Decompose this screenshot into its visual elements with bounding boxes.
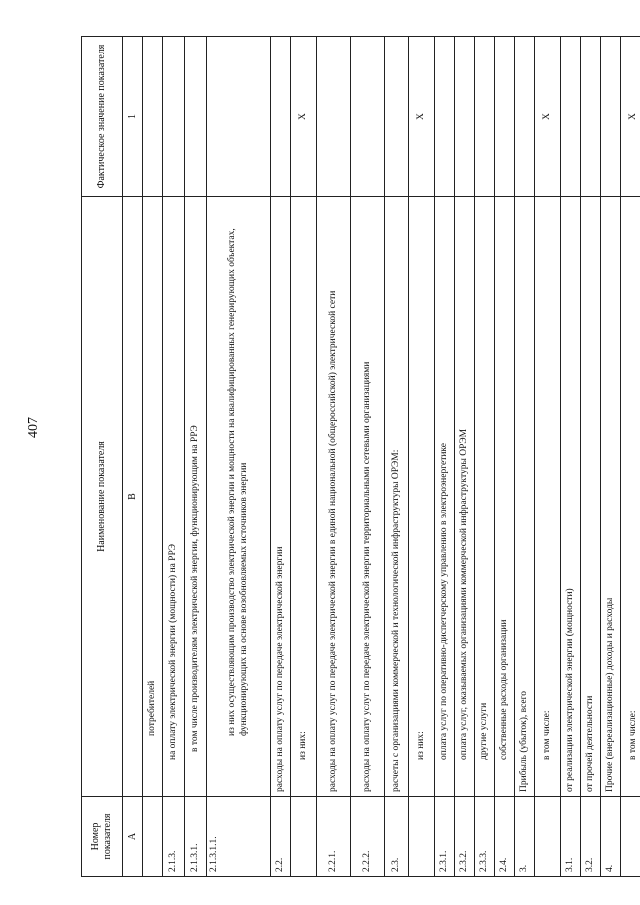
row-number [621,797,640,877]
row-number: 2.4. [495,797,515,877]
row-number: 4. [601,797,621,877]
row-value [581,37,601,197]
row-value [475,37,495,197]
header-number: Номер показателя [82,797,123,877]
row-value [207,37,271,197]
row-number: 3. [515,797,535,877]
row-value [435,37,455,197]
row-value: X [621,37,640,197]
row-name: Прочие (внереализационные) доходы и расходы [601,197,621,797]
row-number: 2.3.1. [435,797,455,877]
row-number: 2.2. [271,797,291,877]
row-number: 2.1.3.1.1. [207,797,271,877]
row-name: другие услуги [475,197,495,797]
row-name: в том числе производителям электрической энергии, функционирующим на РРЭ [185,197,207,797]
table-row [207,37,271,877]
table-row [185,37,207,877]
row-value [455,37,475,197]
row-value: X [409,37,435,197]
row-number: 2.3.2. [455,797,475,877]
table-row [515,37,535,877]
header-value: Фактическое значение показателя [82,37,123,197]
row-value [385,37,409,197]
row-value [561,37,581,197]
row-value [185,37,207,197]
row-name: из них: [409,197,435,797]
row-value [271,37,291,197]
row-name: расходы на оплату услуг по передаче электрической энергии в единой национальной (общероссийской) электрической сети [317,197,351,797]
row-number [535,797,561,877]
row-number [409,797,435,877]
row-number: 2.3. [385,797,409,877]
row-number [143,797,163,877]
row-number: 2.2.1. [317,797,351,877]
table-row [409,37,435,877]
table-row [475,37,495,877]
table-header-row [82,37,123,877]
row-name: собственные расходы организации [495,197,515,797]
row-number [291,797,317,877]
row-name: потребителей [143,197,163,797]
column-letter-row [123,37,143,877]
row-name: в том числе: [621,197,640,797]
row-name: от реализации электрической энергии (мощности) [561,197,581,797]
row-value [601,37,621,197]
letter-value: 1 [123,37,143,197]
row-value [515,37,535,197]
row-name: от прочей деятельности [581,197,601,797]
table-row [495,37,515,877]
table-row [621,37,640,877]
row-name: расходы на оплату услуг по передаче электрической энергии [271,197,291,797]
row-number: 2.1.3. [163,797,185,877]
table-row [143,37,163,877]
row-name: в том числе: [535,197,561,797]
row-name: из них: [291,197,317,797]
table-row [435,37,455,877]
letter-number: А [123,797,143,877]
table-row [291,37,317,877]
page-number: 407 [26,417,41,438]
row-name: расчеты с организациями коммерческой и технологической инфраструктуры ОРЭМ: [385,197,409,797]
row-value [495,37,515,197]
header-name: Наименование показателя [82,197,123,797]
row-name: на оплату электрической энергии (мощности) на РРЭ [163,197,185,797]
table-row [351,37,385,877]
table-row [581,37,601,877]
rotated-page-content [81,37,638,877]
row-name: из них осуществляющим производство электрической энергии и мощности на квалифицированных генерирующих объектах, функционирующих на основе возобновляемых источников энергии [207,197,271,797]
row-number: 2.1.3.1. [185,797,207,877]
row-number: 2.2.2. [351,797,385,877]
row-value [143,37,163,197]
table-row [561,37,581,877]
table-row [385,37,409,877]
row-value [351,37,385,197]
table-row [601,37,621,877]
row-number: 3.2. [581,797,601,877]
row-name: оплата услуг, оказываемых организациями коммерческой инфраструктуры ОРЭМ [455,197,475,797]
row-value [163,37,185,197]
table-row [317,37,351,877]
indicator-table [81,36,640,877]
table-row [535,37,561,877]
row-value: X [535,37,561,197]
table-row [455,37,475,877]
row-value [317,37,351,197]
letter-name: В [123,197,143,797]
row-number: 2.3.3. [475,797,495,877]
row-name: Прибыль (убыток), всего [515,197,535,797]
row-name: оплата услуг по оперативно-диспетчерскому управлению в электроэнергетике [435,197,455,797]
table-row [163,37,185,877]
table-row [271,37,291,877]
row-value: X [291,37,317,197]
row-name: расходы на оплату услуг по передаче электрической энергии территориальными сетевыми организациями [351,197,385,797]
row-number: 3.1. [561,797,581,877]
